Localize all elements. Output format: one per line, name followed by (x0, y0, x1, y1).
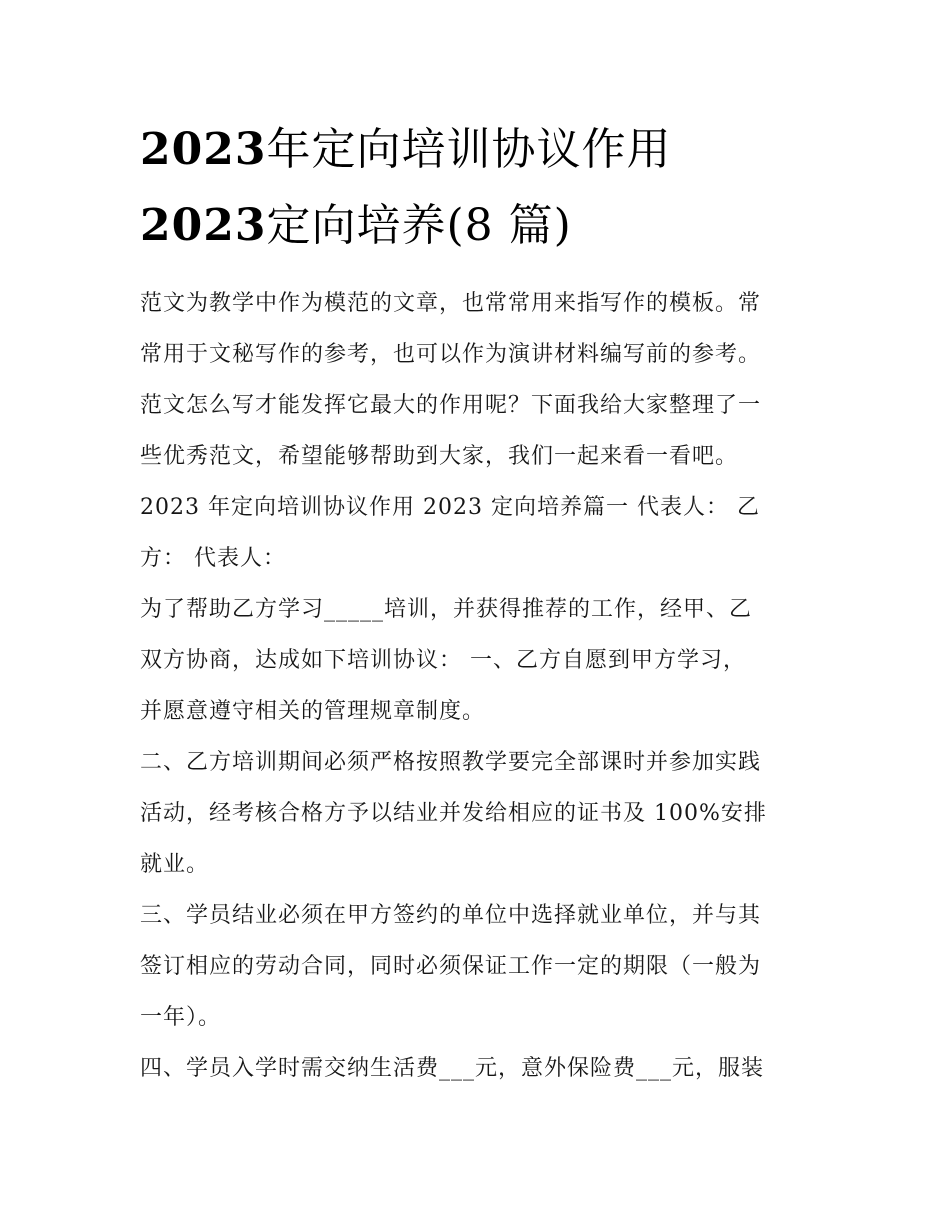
paragraph-clause-2 (140, 737, 820, 890)
title-year: 2023 (140, 200, 267, 251)
text-line: 2023 年定向培训协议作用 2023 定向培养篇一 代表人： 乙 (140, 495, 760, 520)
title-line-1 (140, 112, 840, 188)
text-line: 为了帮助乙方学习_____培训，并获得推荐的工作，经甲、乙 (140, 597, 753, 622)
paragraph-intro (140, 278, 820, 482)
paragraph-header (140, 482, 820, 584)
title-text: 定向培养(8 篇) (266, 200, 572, 251)
paragraph-clause-1 (140, 584, 820, 737)
text-line: 些优秀范文，希望能够帮助到大家，我们一起来看一看吧。 (140, 444, 739, 469)
document-body (140, 278, 820, 1094)
paragraph-clause-4 (140, 1043, 820, 1094)
text-line: 常用于文秘写作的参考，也可以作为演讲材料编写前的参考。 (140, 342, 762, 367)
paragraph-clause-3 (140, 890, 820, 1043)
text-line: 方： 代表人： (140, 546, 286, 571)
text-line: 二、乙方培训期间必须严格按照教学要完全部课时并参加实践 (140, 750, 762, 775)
text-line: 就业。 (140, 852, 210, 877)
text-line: 并愿意遵守相关的管理规章制度。 (140, 699, 486, 724)
title-text: 年定向培训协议作用 (266, 124, 672, 175)
title-line-2 (140, 188, 840, 264)
text-line: 一年）。 (140, 1005, 222, 1030)
text-line: 活动，经考核合格方予以结业并发给相应的证书及 100%安排 (140, 801, 767, 826)
text-line: 范文怎么写才能发挥它最大的作用呢？下面我给大家整理了一 (140, 393, 762, 418)
text-line: 双方协商，达成如下培训协议： 一、乙方自愿到甲方学习， (140, 648, 746, 673)
text-line: 范文为教学中作为模范的文章，也常常用来指写作的模板。常 (140, 291, 762, 316)
document-title (140, 112, 840, 264)
text-line: 四、学员入学时需交纳生活费___元，意外保险费___元，服装 (140, 1056, 765, 1081)
title-year: 2023 (140, 124, 267, 175)
text-line: 三、学员结业必须在甲方签约的单位中选择就业单位，并与其 (140, 903, 762, 928)
text-line: 签订相应的劳动合同，同时必须保证工作一定的期限（一般为 (140, 954, 762, 979)
